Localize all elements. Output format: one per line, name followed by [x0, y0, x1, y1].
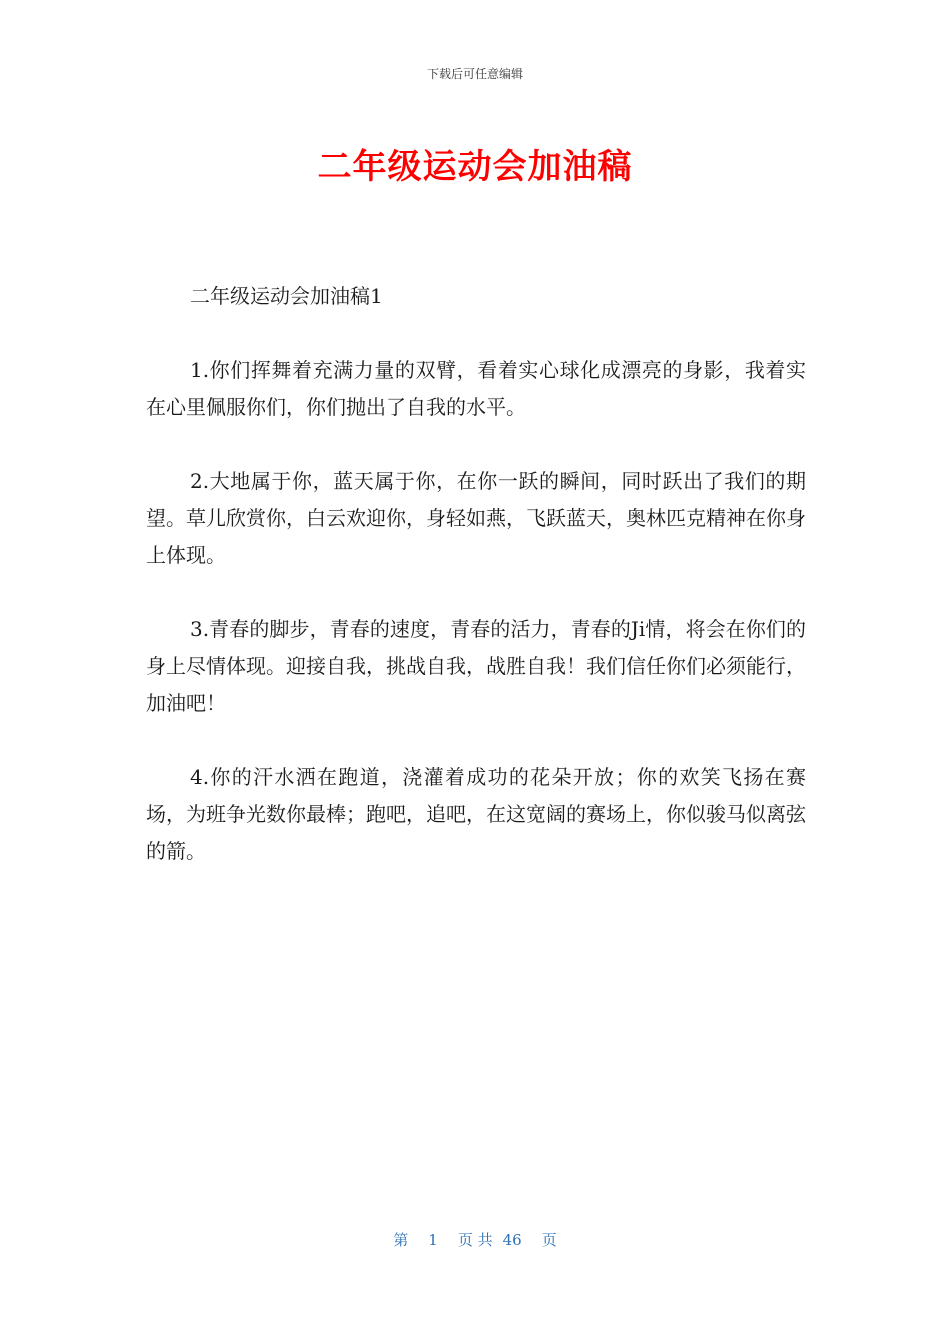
paragraph-3: 3.青春的脚步，青春的速度，青春的活力，青春的Ji情，将会在你们的身上尽情体现。迎接自我，挑战自我，战胜自我！我们信任你们必须能行，加油吧！: [146, 617, 806, 715]
paragraph-2: 2.大地属于你，蓝天属于你，在你一跃的瞬间，同时跃出了我们的期望。草儿欣赏你，白云欢迎你，身轻如燕，飞跃蓝天，奥林匹克精神在你身上体现。: [146, 469, 806, 567]
document-title: 二年级运动会加油稿: [317, 147, 633, 187]
footer-label-end: 页: [541, 1231, 557, 1249]
document-body: [146, 278, 806, 907]
footer-label-page: 第: [393, 1231, 409, 1249]
footer-total-pages: 46: [502, 1231, 522, 1249]
paragraph-4: 4.你的汗水洒在跑道，浇灌着成功的花朵开放；你的欢笑飞扬在赛场，为班争光数你最棒；跑吧，追吧，在这宽阔的赛场上，你似骏马似离弦的箭。: [146, 765, 806, 863]
footer-label-of: 页 共: [457, 1231, 493, 1249]
page-footer: [0, 1230, 950, 1250]
section-heading: 二年级运动会加油稿1: [190, 284, 383, 308]
header-note: 下载后可任意编辑: [426, 67, 523, 81]
paragraph-1: 1.你们挥舞着充满力量的双臂，看着实心球化成漂亮的身影，我着实在心里佩服你们，你们抛出了自我的水平。: [146, 358, 806, 419]
footer-current-page: 1: [428, 1231, 438, 1249]
